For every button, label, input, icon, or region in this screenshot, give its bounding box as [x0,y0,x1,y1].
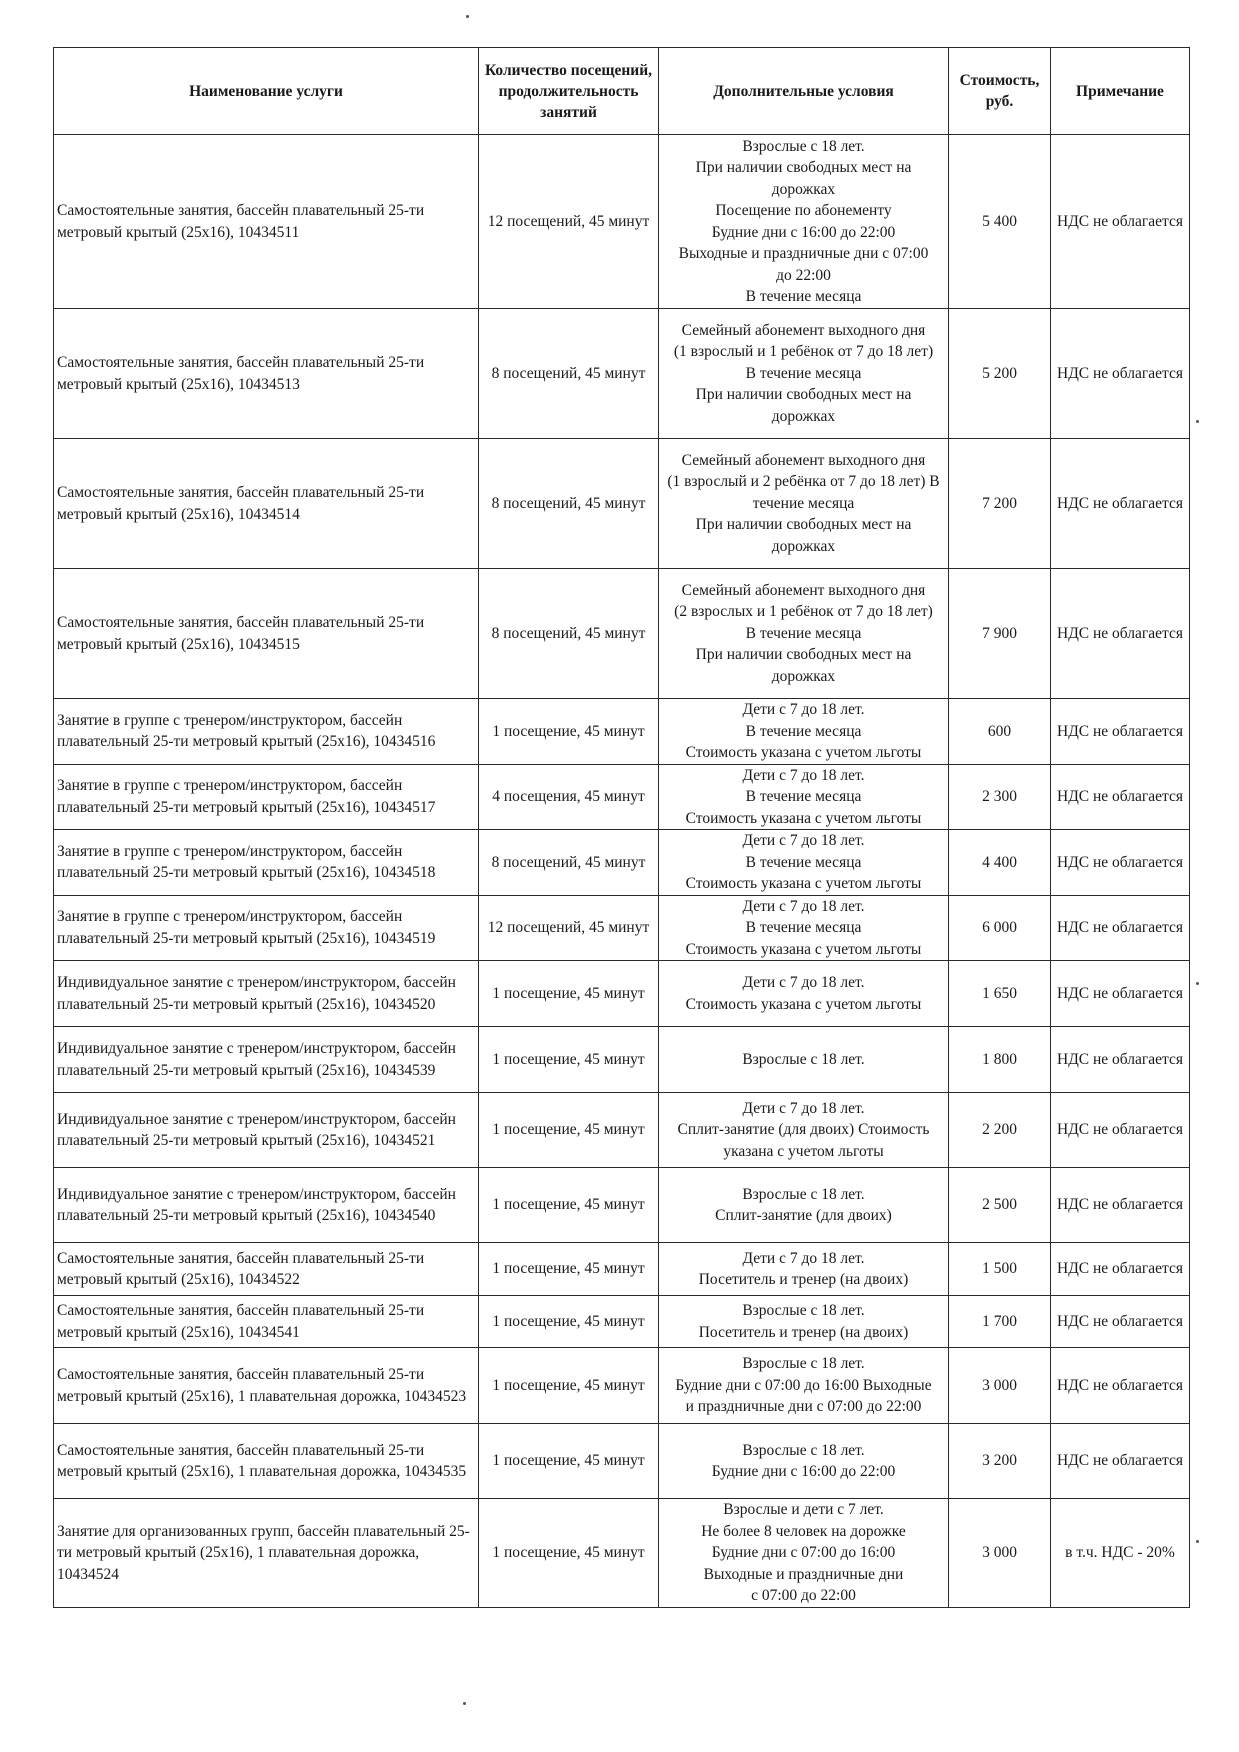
conditions-cell [659,1093,949,1168]
note-cell: НДС не облагается [1051,961,1190,1027]
note-cell: НДС не облагается [1051,1424,1190,1499]
condition-line: Выходные и праздничные дни [703,1565,904,1583]
condition-line: Сплит-занятие (для двоих) Стоимость [677,1121,930,1139]
visits-cell: 1 посещение, 45 минут [479,1243,659,1296]
condition-line: Взрослые с 18 лет. [742,1185,865,1203]
condition-line: (1 взрослый и 2 ребёнка от 7 до 18 лет) В [667,473,940,491]
conditions-cell [659,1424,949,1499]
price-cell: 1 700 [949,1296,1051,1348]
service-name-cell: Самостоятельные занятия, бассейн плавательный 25-ти метровый крытый (25х16), 10434541 [54,1296,479,1348]
note-cell: НДС не облагается [1051,569,1190,699]
visits-cell: 1 посещение, 45 минут [479,1093,659,1168]
condition-line: указана с учетом льготы [723,1142,884,1160]
visits-cell: 1 посещение, 45 минут [479,961,659,1027]
note-cell: НДС не облагается [1051,764,1190,830]
table-row [54,1348,1190,1424]
note-cell: НДС не облагается [1051,699,1190,765]
price-cell: 7 200 [949,439,1051,569]
condition-line: При наличии свободных мест на [695,646,912,664]
condition-line: дорожках [771,667,836,685]
price-cell: 3 000 [949,1348,1051,1424]
header-price: Стоимость, руб. [949,48,1051,135]
condition-line: Стоимость указана с учетом льготы [685,940,922,958]
table-row [54,895,1190,961]
conditions-cell [659,135,949,309]
conditions-cell [659,1168,949,1243]
table-row [54,569,1190,699]
visits-cell: 8 посещений, 45 минут [479,830,659,896]
conditions-cell [659,1499,949,1608]
table-row [54,699,1190,765]
header-note: Примечание [1051,48,1190,135]
condition-line: Посещение по абонементу [715,202,892,219]
table-row [54,1424,1190,1499]
table-row [54,1168,1190,1243]
condition-line: Стоимость указана с учетом льготы [685,995,922,1013]
condition-line: Будние дни с 07:00 до 16:00 Выходные [675,1376,932,1394]
condition-line: Дети с 7 до 18 лет. [742,766,865,784]
condition-line: Не более 8 человек на дорожке [701,1522,906,1540]
condition-line: Дети с 7 до 18 лет. [742,897,865,915]
condition-line: Взрослые с 18 лет. [742,1355,865,1373]
conditions-cell [659,830,949,896]
price-cell: 6 000 [949,895,1051,961]
table-row [54,135,1190,309]
condition-line: (2 взрослых и 1 ребёнок от 7 до 18 лет) [674,603,933,621]
condition-line: дорожках [771,407,836,425]
service-name-cell: Самостоятельные занятия, бассейн плавательный 25-ти метровый крытый (25х16), 10434514 [54,439,479,569]
price-table [53,47,1190,1608]
note-cell: НДС не облагается [1051,1348,1190,1424]
condition-line: (1 взрослый и 1 ребёнок от 7 до 18 лет) [673,343,934,361]
visits-cell: 8 посещений, 45 минут [479,569,659,699]
condition-line: Дети с 7 до 18 лет. [742,701,865,718]
condition-line: Семейный абонемент выходного дня [681,451,926,469]
service-name-cell: Индивидуальное занятие с тренером/инструктором, бассейн плавательный 25-ти метровый крытый (25х16), 10434521 [54,1093,479,1168]
price-cell: 1 500 [949,1243,1051,1296]
service-name-cell: Самостоятельные занятия, бассейн плавательный 25-ти метровый крытый (25х16), 10434511 [54,135,479,309]
condition-line: Взрослые с 18 лет. [742,1302,865,1319]
visits-cell: 8 посещений, 45 минут [479,309,659,439]
condition-line: Взрослые с 18 лет. [742,1050,865,1068]
condition-line: В течение месяца [745,364,862,382]
visits-cell: 1 посещение, 45 минут [479,1296,659,1348]
condition-line: В течение месяца [745,624,862,642]
service-name-cell: Занятие в группе с тренером/инструктором, бассейн плавательный 25-ти метровый крытый (25х16), 10434518 [54,830,479,896]
note-cell: НДС не облагается [1051,309,1190,439]
price-cell: 3 000 [949,1499,1051,1608]
condition-line: В течение месяца [745,919,862,936]
note-cell: НДС не облагается [1051,135,1190,309]
condition-line: Дети с 7 до 18 лет. [742,832,865,849]
conditions-cell [659,961,949,1027]
service-name-cell: Индивидуальное занятие с тренером/инструктором, бассейн плавательный 25-ти метровый крытый (25х16), 10434539 [54,1027,479,1093]
condition-line: При наличии свободных мест на [695,516,912,534]
table-row [54,1027,1190,1093]
service-name-cell: Занятие в группе с тренером/инструктором, бассейн плавательный 25-ти метровый крытый (25х16), 10434517 [54,764,479,830]
conditions-cell [659,764,949,830]
condition-line: Семейный абонемент выходного дня [681,581,926,599]
table-row [54,830,1190,896]
condition-line: При наличии свободных мест на [695,386,912,404]
condition-line: до 22:00 [776,266,831,284]
service-name-cell: Индивидуальное занятие с тренером/инструктором, бассейн плавательный 25-ти метровый крытый (25х16), 10434520 [54,961,479,1027]
header-row [54,48,1190,135]
header-visits: Количество посещений, продолжительность занятий [479,48,659,135]
service-name-cell: Самостоятельные занятия, бассейн плавательный 25-ти метровый крытый (25х16), 10434515 [54,569,479,699]
note-cell: НДС не облагается [1051,1243,1190,1296]
condition-line: Будние дни с 16:00 до 22:00 [711,223,896,241]
price-cell: 1 800 [949,1027,1051,1093]
note-cell: НДС не облагается [1051,1168,1190,1243]
conditions-cell [659,1027,949,1093]
service-name-cell: Занятие в группе с тренером/инструктором, бассейн плавательный 25-ти метровый крытый (25х16), 10434516 [54,699,479,765]
table-body [54,135,1190,1608]
note-cell: в т.ч. НДС - 20% [1051,1499,1190,1608]
condition-line: В течение месяца [745,788,862,805]
visits-cell: 1 посещение, 45 минут [479,1348,659,1424]
condition-line: дорожках [771,537,836,555]
condition-line: Сплит-занятие (для двоих) [715,1207,892,1224]
price-cell: 7 900 [949,569,1051,699]
condition-line: с 07:00 до 22:00 [751,1587,856,1604]
conditions-cell [659,1348,949,1424]
note-cell: НДС не облагается [1051,895,1190,961]
visits-cell: 1 посещение, 45 минут [479,1499,659,1608]
condition-line: Стоимость указана с учетом льготы [685,744,922,761]
table-row [54,764,1190,830]
conditions-cell [659,699,949,765]
header-conditions: Дополнительные условия [659,48,949,135]
condition-line: Выходные и праздничные дни с 07:00 [678,245,929,262]
condition-line: При наличии свободных мест на [695,159,912,176]
price-cell: 2 500 [949,1168,1051,1243]
condition-line: Будние дни с 07:00 до 16:00 [711,1544,896,1561]
price-cell: 5 200 [949,309,1051,439]
service-name-cell: Самостоятельные занятия, бассейн плавательный 25-ти метровый крытый (25х16), 1 плавательная дорожка, 10434523 [54,1348,479,1424]
table-row [54,309,1190,439]
condition-line: дорожках [771,180,836,198]
service-name-cell: Самостоятельные занятия, бассейн плавательный 25-ти метровый крытый (25х16), 1 плавательная дорожка, 10434535 [54,1424,479,1499]
conditions-cell [659,569,949,699]
condition-line: В течение месяца [745,853,862,871]
table-row [54,1499,1190,1608]
service-name-cell: Занятие для организованных групп, бассейн плавательный 25-ти метровый крытый (25х16), 1 плавательная дорожка, 10434524 [54,1499,479,1608]
note-cell: НДС не облагается [1051,830,1190,896]
condition-line: В течение месяца [745,722,862,740]
conditions-cell [659,309,949,439]
visits-cell: 1 посещение, 45 минут [479,1424,659,1499]
service-name-cell: Занятие в группе с тренером/инструктором, бассейн плавательный 25-ти метровый крытый (25х16), 10434519 [54,895,479,961]
table-row [54,1296,1190,1348]
table-row [54,1243,1190,1296]
condition-line: Взрослые с 18 лет. [742,137,865,155]
condition-line: Будние дни с 16:00 до 22:00 [711,1463,896,1480]
header-name: Наименование услуги [54,48,479,135]
service-name-cell: Самостоятельные занятия, бассейн плавательный 25-ти метровый крытый (25х16), 10434522 [54,1243,479,1296]
visits-cell: 4 посещения, 45 минут [479,764,659,830]
note-cell: НДС не облагается [1051,1027,1190,1093]
visits-cell: 1 посещение, 45 минут [479,1168,659,1243]
conditions-cell [659,895,949,961]
visits-cell: 12 посещений, 45 минут [479,135,659,309]
condition-line: Посетитель и тренер (на двоих) [698,1323,909,1341]
price-cell: 3 200 [949,1424,1051,1499]
condition-line: Дети с 7 до 18 лет. [742,1099,865,1117]
service-name-cell: Самостоятельные занятия, бассейн плавательный 25-ти метровый крытый (25х16), 10434513 [54,309,479,439]
visits-cell: 1 посещение, 45 минут [479,1027,659,1093]
visits-cell: 12 посещений, 45 минут [479,895,659,961]
note-cell: НДС не облагается [1051,1093,1190,1168]
table-row [54,439,1190,569]
price-cell: 600 [949,699,1051,765]
note-cell: НДС не облагается [1051,1296,1190,1348]
condition-line: Стоимость указана с учетом льготы [685,809,922,827]
condition-line: течение месяца [752,494,855,512]
table-row [54,961,1190,1027]
price-cell: 2 300 [949,764,1051,830]
condition-line: Взрослые с 18 лет. [742,1441,865,1459]
conditions-cell [659,1243,949,1296]
table-row [54,1093,1190,1168]
condition-line: Дети с 7 до 18 лет. [742,1249,865,1267]
price-cell: 1 650 [949,961,1051,1027]
price-cell: 5 400 [949,135,1051,309]
price-cell: 4 400 [949,830,1051,896]
condition-line: В течение месяца [745,288,862,305]
visits-cell: 8 посещений, 45 минут [479,439,659,569]
price-cell: 2 200 [949,1093,1051,1168]
condition-line: и праздничные дни с 07:00 до 22:00 [685,1398,922,1416]
condition-line: Семейный абонемент выходного дня [681,321,926,339]
condition-line: Стоимость указана с учетом льготы [685,875,922,892]
service-name-cell: Индивидуальное занятие с тренером/инструктором, бассейн плавательный 25-ти метровый крытый (25х16), 10434540 [54,1168,479,1243]
conditions-cell [659,439,949,569]
note-cell: НДС не облагается [1051,439,1190,569]
condition-line: Посетитель и тренер (на двоих) [698,1271,909,1288]
condition-line: Взрослые и дети с 7 лет. [723,1501,884,1518]
condition-line: Дети с 7 до 18 лет. [742,974,865,991]
conditions-cell [659,1296,949,1348]
visits-cell: 1 посещение, 45 минут [479,699,659,765]
